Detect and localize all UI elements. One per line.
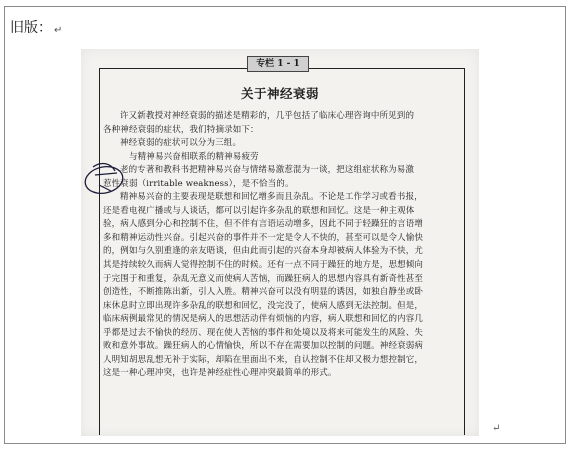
text-line: 惹性衰弱（irritable weakness），是不恰当的。 [103, 178, 294, 189]
text-line: 老的专著和教科书把精神易兴奋与情绪易激惹混为一谈，把这组症状称为易激 [120, 165, 415, 176]
text-line: 许又新教授对神经衰弱的描述是精彩的，几乎包括了临床心理咨询中所见到的 [120, 111, 415, 121]
panel-body [103, 110, 461, 381]
text-line: 多和精神运动性兴奋。引起兴奋的事件并不一定是令人不快的，甚至可以是令人愉快 [103, 232, 424, 243]
panel-title: 关于神经衰弱 [240, 86, 319, 101]
return-mark-icon: ↵ [54, 25, 63, 36]
text-line: 还是看电视广播或与人谈话，都可以引起许多杂乱的联想和回忆。这是一种主观体 [103, 205, 415, 216]
text-line: 与精神易兴奋相联系的精神易疲劳 [129, 151, 259, 162]
text-line: 床休息时立即出现许多杂乱的联想和回忆，没完没了，使病人感到无法控制。但是， [103, 300, 424, 311]
text-line: 临床病例最常见的情况是病人的思想活动伴有烦恼的内容，病人联想和回忆的内容几 [103, 314, 424, 325]
text-line: 精神易兴奋的主要表现是联想和回忆增多而且杂乱。不论是工作学习或看书报， [120, 192, 423, 203]
text-line: 这是一种心理冲突，也许是神经症性心理冲突最简单的形式。 [103, 368, 337, 379]
version-label-text: 旧版： [10, 20, 52, 36]
text-line: 的，例如与久别重逢的亲友晤谈，但由此而引起的兴奋本身却被病人体验为不快，尤 [103, 246, 424, 257]
text-line: 神经衰弱的症状可以分为三组。 [120, 138, 242, 149]
text-line: 创造性，不断推陈出新，引人入胜。精神兴奋可以没有明显的诱因，如独自静坐或卧 [103, 287, 424, 298]
text-line: 人明知胡思乱想无补于实际，却陷在里面出不来，自认控制不住却又极力想控制它， [103, 354, 424, 365]
text-line: 于完围于和重复，杂乱无意义而使病人苦恼，而躁狂病人的思想内容具有新奇性甚至 [103, 273, 424, 284]
text-line: 各种神经衰弱的症状，我们特摘录如下： [103, 124, 259, 135]
panel-tag: 专栏 1 - 1 [247, 56, 309, 72]
text-line: 败和意外事故。躁狂病人的心情愉快，所以不存在需要加以控制的问题。神经衰弱病 [103, 341, 424, 352]
scanned-page-photo [81, 49, 479, 436]
text-line: 其是持续较久而病人觉得控制不住的时候。还有一点不同于躁狂的地方是，思想倾向 [103, 260, 424, 271]
text-line: 乎都是过去不愉快的经历、现在使人苦恼的事件和处境以及将来可能发生的风险、失 [103, 327, 424, 338]
return-mark-icon: ↵ [492, 423, 501, 434]
text-line: 验，病人感到分心和控制不住，但不伴有言语运动增多，因此不同于轻躁狂的言语增 [103, 219, 424, 230]
version-label [10, 17, 62, 37]
